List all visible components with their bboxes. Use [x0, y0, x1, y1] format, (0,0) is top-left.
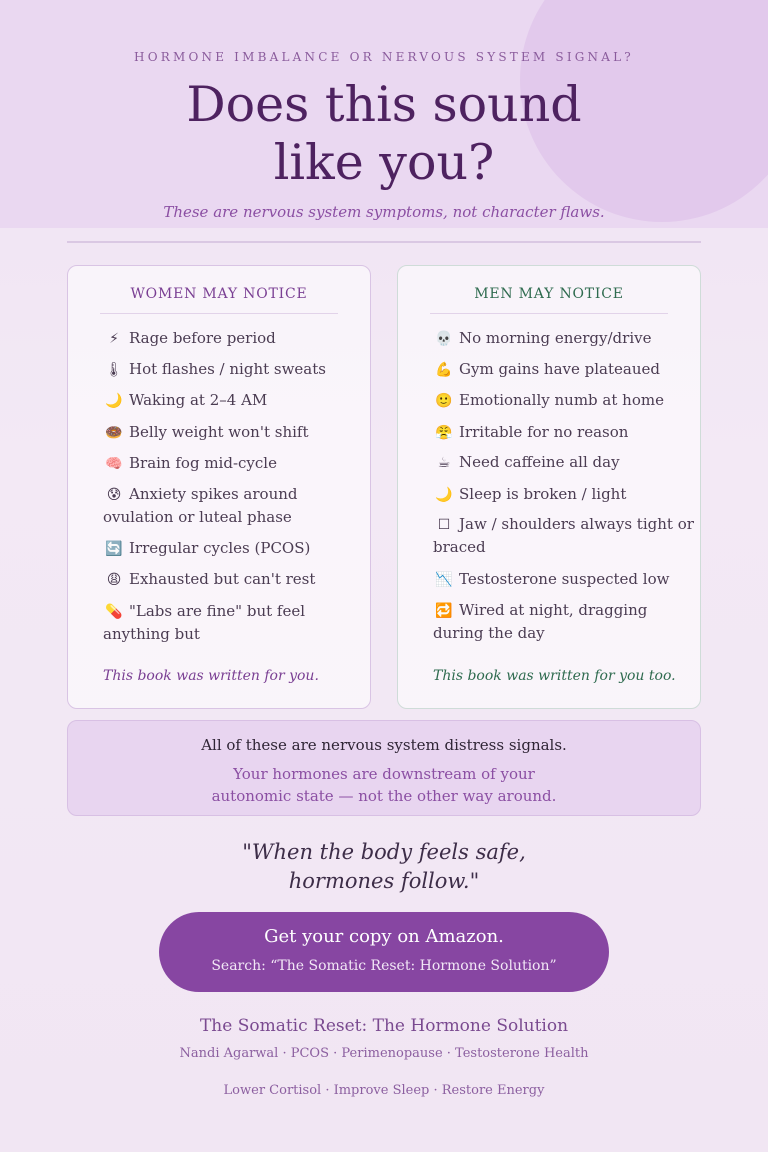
item-label: Irritable for no reason — [459, 423, 629, 441]
item-label: Brain fog mid-cycle — [129, 454, 277, 472]
eyebrow-text: HORMONE IMBALANCE OR NERVOUS SYSTEM SIGNAL? — [134, 50, 634, 64]
item-label: Gym gains have plateaued — [459, 360, 660, 378]
list-item — [103, 600, 365, 645]
cycle-arrows-icon: 🔄 — [105, 541, 123, 557]
list-item — [103, 537, 365, 560]
brain-icon: 🧠 — [105, 456, 123, 472]
item-label: Jaw / shoulders always tight or braced — [433, 515, 694, 556]
item-label: Anxiety spikes around ovulation or luteal phase — [103, 485, 298, 526]
quote-line-2: hormones follow." — [288, 869, 480, 893]
book-tags: Lower Cortisol · Improve Sleep · Restore Energy — [223, 1083, 545, 1098]
crescent-moon-icon: 🌙 — [105, 393, 123, 409]
note-main-text: All of these are nervous system distress signals. — [201, 736, 567, 754]
list-item — [433, 421, 695, 444]
item-label: Waking at 2–4 AM — [129, 391, 268, 409]
list-item — [103, 483, 365, 528]
flexed-bicep-icon: 💪 — [435, 362, 453, 378]
item-label: Irregular cycles (PCOS) — [129, 539, 311, 557]
list-item — [433, 599, 695, 644]
anxious-face-icon: 😰 — [106, 487, 122, 503]
note-sub-text — [68, 763, 700, 807]
women-card — [67, 265, 371, 709]
list-item — [103, 421, 365, 444]
women-heading: WOMEN MAY NOTICE — [100, 286, 338, 314]
item-label: Exhausted but can't rest — [129, 570, 316, 588]
pill-icon: 💊 — [105, 604, 123, 620]
list-item — [433, 389, 695, 412]
men-card — [397, 265, 701, 709]
list-item — [433, 327, 695, 350]
item-label: Hot flashes / night sweats — [129, 360, 326, 378]
repeat-arrows-icon: 🔁 — [435, 603, 453, 619]
distress-signal-note — [67, 720, 701, 816]
list-item — [103, 452, 365, 475]
title-line-1: Does this sound — [186, 76, 582, 133]
book-meta: Nandi Agarwal · PCOS · Perimenopause · Testosterone Health — [179, 1046, 589, 1061]
donut-icon: 🍩 — [105, 425, 123, 441]
divider — [67, 241, 701, 243]
neutral-face-icon: 🙂 — [435, 393, 453, 409]
item-label: Testosterone suspected low — [459, 570, 670, 588]
list-item — [433, 568, 695, 591]
item-label: No morning energy/drive — [459, 329, 652, 347]
list-item — [433, 451, 695, 474]
note-sub-line-2: autonomic state — not the other way around. — [211, 787, 557, 805]
irritated-face-icon: 😤 — [435, 425, 453, 441]
men-heading: MEN MAY NOTICE — [430, 286, 668, 314]
page-subtitle: These are nervous system symptoms, not character flaws. — [163, 203, 605, 221]
coffee-cup-icon: ☕ — [437, 455, 451, 471]
skull-icon: 💀 — [435, 331, 453, 347]
tired-face-icon: 😩 — [106, 572, 122, 588]
cta-label: Get your copy on Amazon. — [264, 926, 504, 947]
title-line-2: like you? — [273, 134, 495, 191]
item-label: "Labs are fine" but feel anything but — [103, 602, 306, 643]
list-item — [103, 389, 365, 412]
list-item — [103, 327, 365, 350]
thermometer-icon: 🌡 — [105, 362, 123, 378]
amazon-cta-button[interactable] — [159, 912, 609, 992]
page-title — [0, 76, 768, 192]
item-label: Wired at night, dragging during the day — [433, 601, 648, 642]
item-label: Emotionally numb at home — [459, 391, 664, 409]
square-icon: ☐ — [437, 517, 451, 533]
lightning-icon: ⚡ — [109, 331, 119, 347]
cta-search-text: Search: “The Somatic Reset: Hormone Solution” — [211, 958, 557, 974]
quote-line-1: "When the body feels safe, — [242, 840, 526, 864]
chart-down-icon: 📉 — [435, 572, 453, 588]
men-footer: This book was written for you too. — [433, 668, 676, 684]
list-item — [103, 568, 365, 591]
list-item — [433, 513, 695, 558]
list-item — [433, 358, 695, 381]
item-label: Sleep is broken / light — [459, 485, 627, 503]
book-title: The Somatic Reset: The Hormone Solution — [199, 1016, 569, 1036]
list-item — [103, 358, 365, 381]
item-label: Belly weight won't shift — [129, 423, 309, 441]
list-item — [433, 483, 695, 506]
pull-quote — [0, 838, 768, 896]
item-label: Need caffeine all day — [459, 453, 620, 471]
crescent-moon-icon: 🌙 — [435, 487, 453, 503]
item-label: Rage before period — [129, 329, 276, 347]
women-footer: This book was written for you. — [103, 668, 319, 684]
note-sub-line-1: Your hormones are downstream of your — [233, 765, 535, 783]
